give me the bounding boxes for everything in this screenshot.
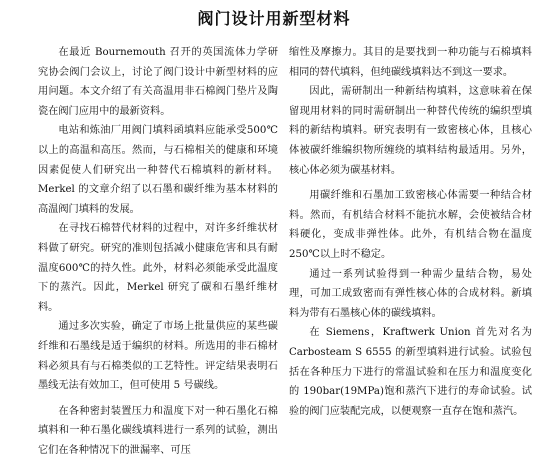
left-column	[38, 43, 278, 460]
paragraph: 因此，需研制出一种新结构填料，这意味着在保留现用材料的同时需研制出一种替代传统的编织型填料的新结构填料。研究表明有一致密核心体，且核心体被碳纤维编织物所缠绕的填料结构最适用。另外，核心体必须为碳基材料。	[289, 86, 532, 176]
paragraph: 通过一系列试验得到一种需少量结合物，易处理，可加工成致密而有弹性核心体的合成材料。新填料为带有石墨核心体的碳线填料。	[289, 268, 532, 319]
paragraph: 通过多次实验，确定了市场上批量供应的某些碳纤维和石墨线是适于编织的材料。所选用的非石棉材料必须具有与石棉类似的工艺特性。评定结果表明石墨线无法有效加工，但可使用 5 号碳线。	[38, 321, 278, 392]
right-column	[289, 43, 532, 421]
paragraph: 在寻找石棉替代材料的过程中，对许多纤维状材料做了研究。研究的准则包括减小健康危害和具有耐温度600℃的持久性。此外，材料必须能承受此温度下的蒸汽。因此，Merkel 研究了碳和石墨纤维材料。	[38, 223, 278, 313]
paragraph: 在各种密封装置压力和温度下对一种石墨化石棉填料和一种石墨化碳线填料进行一系列的试验，测出它们在各种情况下的泄漏率、可压	[38, 405, 278, 456]
paragraph: 在最近 Bournemouth 召开的英国流体力学研究协会阀门会议上，讨论了阀门设计中新型材料的应用问题。本文介绍了有关高温用非石棉阀门垫片及陶瓷在阀门应用中的最新资料。	[38, 47, 278, 117]
paragraph: 用碳纤维和石墨加工致密核心体需要一种结合材料。然而，有机结合材料不能抗水解，会使被结合材料硬化，变成非弹性体。此外，有机结合物在温度 250℃以上时不稳定。	[289, 190, 532, 260]
paragraph: 电站和炼油厂用阀门填料函填料应能承受500℃以上的高温和高压。然而，与石棉相关的健康和环境因素促使人们研究出一种替代石棉填料的新材料。Merkel 的文章介绍了以石墨和碳纤维为基本材料的高温阀门填料的发展。	[38, 125, 278, 215]
paragraph-continued: 缩性及摩擦力。其目的是要找到一种功能与石棉填料相同的替代填料，但纯碳线填料达不到这一要求。	[289, 47, 532, 78]
article-title: 阀门设计用新型材料	[197, 9, 351, 28]
paragraph: 在 Siemens，Kraftwerk Union 首先对名为 Carbosteam S 6555 的新型填料进行试验。试验包括在各种压力下进行的常温试验和在压力和温度变化的 190bar(19MPa)饱和蒸汽下进行的寿命试验。试验的阀门应装配完成，以便观察一直存在饱和蒸汽。	[289, 327, 532, 417]
